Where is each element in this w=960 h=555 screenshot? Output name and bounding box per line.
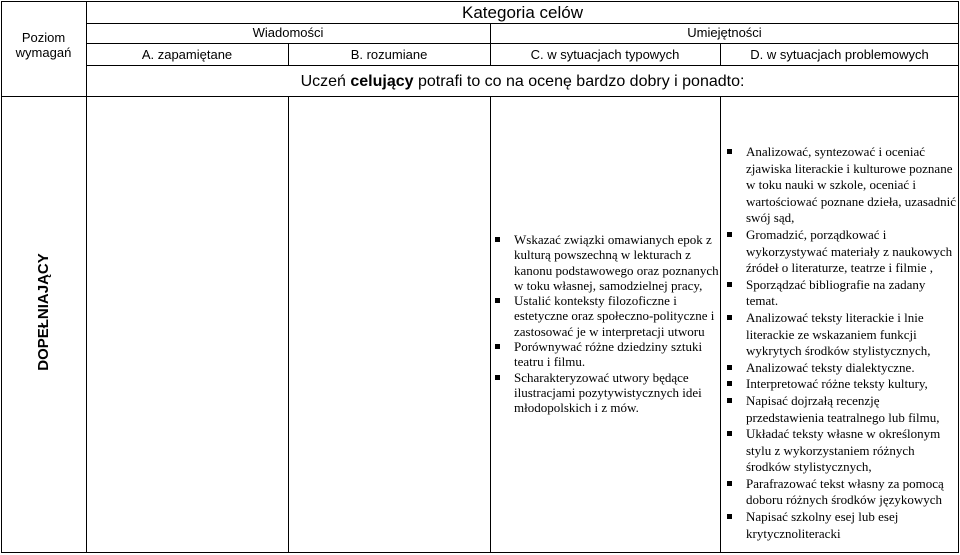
skills-label: Umiejętności [687, 25, 762, 40]
list-item: Wskazać związki omawianych epok z kulturą powszechną w lekturach z kanonu podstawowego oraz poznanych w toku własnej, samodzielnej pracy, [492, 232, 720, 293]
list-item: Interpretować różne teksty kultury, [724, 376, 959, 393]
column-d-header: D. w sytuacjach problemowych [750, 47, 929, 62]
column-header-divider [86, 65, 959, 66]
list-item: Gromadzić, porządkować i wykorzystywać materiały z naukowych źródeł o literaturze, teatrze i filmie , [724, 227, 959, 277]
intro-prefix: Uczeń [300, 73, 351, 90]
list-item: Ustalić konteksty filozoficzne i estetyczne oraz społeczno-polityczne i zastosować je w interpretacji utworu [492, 293, 720, 339]
column-b-header: B. rozumiane [350, 47, 428, 62]
intro-sentence [86, 72, 959, 92]
list-item: Analizować teksty dialektyczne. [724, 360, 959, 377]
list-item: Napisać dojrzałą recenzję przedstawienia teatralnego lub filmu, [724, 393, 959, 426]
list-item: Analizować teksty literackie i lnie literackie ze wskazaniem funkcji wykrytych środków stylistycznych, [724, 310, 959, 360]
intro-divider [1, 96, 959, 97]
list-item: Scharakteryzować utwory będące ilustracjami pozytywistycznych idei młodopolskich i z mów. [492, 370, 720, 416]
requirement-level-label: DOPEŁNIAJĄCY [35, 253, 52, 371]
level-label-line2: wymagań [15, 45, 72, 60]
column-c-list [492, 232, 720, 416]
column-c-header: C. w sytuacjach typowych [530, 47, 680, 62]
body-b-c-divider [490, 96, 491, 553]
body-c-d-divider [720, 96, 721, 553]
level-label-line1: Poziom [21, 30, 66, 45]
list-item: Parafrazować tekst własny za pomocą doboru różnych środków językowych [724, 476, 959, 509]
category-title-divider [86, 23, 959, 24]
column-d-list [724, 144, 959, 542]
body-a-b-divider [288, 96, 289, 553]
category-title: Kategoria celów [462, 3, 583, 22]
list-item: Analizować, syntezować i oceniać zjawiska literackie i kulturowe poznane w toku nauki w szkole, oceniać i wartościować poznane dzieła, uzasadnić swój sąd, [724, 144, 959, 227]
intro-grade: celujący [350, 73, 414, 90]
intro-suffix: potrafi to co na ocenę bardzo dobry i ponadto: [413, 73, 745, 90]
list-item: Układać teksty własne w określonym stylu z wykorzystaniem różnych środków stylistycznych, [724, 426, 959, 476]
list-item: Porównywać różne dziedziny sztuki teatru i filmu. [492, 339, 720, 370]
list-item: Sporządzać bibliografie na zadany temat. [724, 277, 959, 310]
level-label [1, 30, 86, 60]
list-item: Napisać szkolny esej lub esej krytycznoliteracki [724, 509, 959, 542]
column-a-header: A. zapamiętane [141, 47, 233, 62]
knowledge-skills-row-divider [86, 43, 959, 44]
knowledge-label: Wiadomości [252, 25, 324, 40]
